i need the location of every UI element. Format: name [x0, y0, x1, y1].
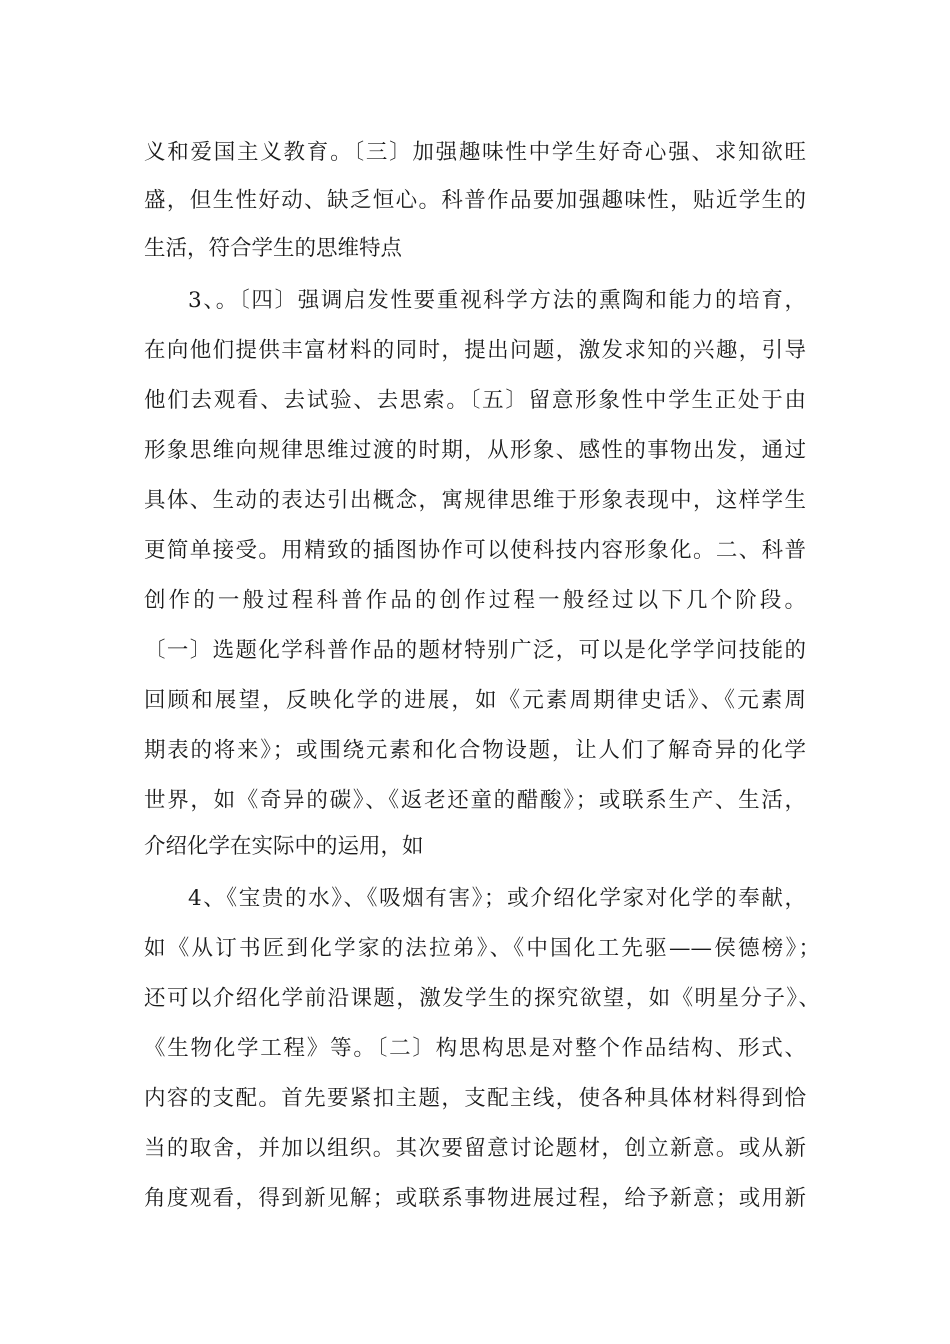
text-line: 〔一〕选题化学科普作品的题材特别广泛，可以是化学学问技能的	[144, 638, 806, 663]
text-line: 义和爱国主义教育。〔三〕加强趣味性中学生好奇心强、求知欲旺	[144, 140, 806, 165]
text-line: 《生物化学工程》等。〔二〕构思构思是对整个作品结构、形式、	[144, 1036, 806, 1061]
text-line: 他们去观看、去试验、去思索。〔五〕留意形象性中学生正处于由	[144, 388, 806, 413]
text-line: 3、。〔四〕强调启发性要重视科学方法的熏陶和能力的培育，	[188, 288, 806, 313]
text-line: 如《从订书匠到化学家的法拉弟》、《中国化工先驱——侯德榜》；	[144, 936, 820, 961]
text-line: 内容的支配。首先要紧扣主题，支配主线，使各种具体材料得到恰	[144, 1086, 806, 1111]
text-line: 更简单接受。用精致的插图协作可以使科技内容形象化。二、科普	[144, 538, 806, 563]
text-line: 回顾和展望，反映化学的进展，如《元素周期律史话》、《元素周	[144, 688, 806, 713]
text-line: 生活，符合学生的思维特点	[144, 236, 403, 261]
text-line: 创作的一般过程科普作品的创作过程一般经过以下几个阶段。	[144, 588, 806, 613]
text-line: 世界，如《奇异的碳》、《返老还童的醋酸》；或联系生产、生活，	[144, 788, 806, 813]
text-line: 介绍化学在实际中的运用，如	[144, 834, 424, 859]
text-line: 形象思维向规律思维过渡的时期，从形象、感性的事物出发，通过	[144, 438, 806, 463]
text-line: 角度观看，得到新见解；或联系事物进展过程，给予新意；或用新	[144, 1186, 806, 1211]
text-line: 当的取舍，并加以组织。其次要留意讨论题材，创立新意。或从新	[144, 1136, 806, 1161]
text-line: 还可以介绍化学前沿课题，激发学生的探究欲望，如《明星分子》、	[144, 986, 820, 1011]
text-line: 盛，但生性好动、缺乏恒心。科普作品要加强趣味性，贴近学生的	[144, 188, 806, 213]
text-line: 期表的将来》；或围绕元素和化合物设题，让人们了解奇异的化学	[144, 738, 806, 763]
text-line: 具体、生动的表达引出概念，寓规律思维于形象表现中，这样学生	[144, 488, 806, 513]
text-line: 4、《宝贵的水》、《吸烟有害》；或介绍化学家对化学的奉献，	[188, 886, 806, 911]
text-line: 在向他们提供丰富材料的同时，提出问题，激发求知的兴趣，引导	[144, 338, 806, 363]
